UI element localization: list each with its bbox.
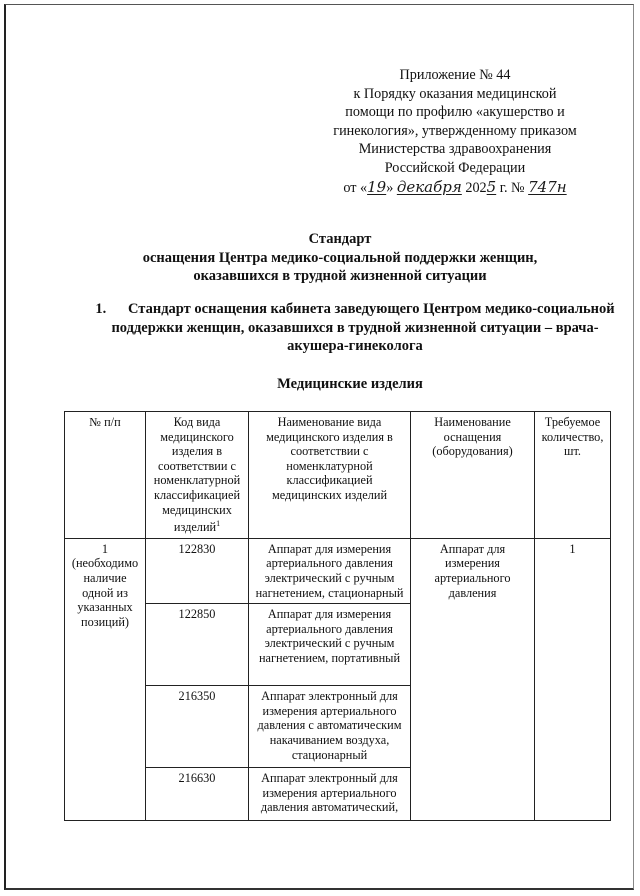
header-type-name: Наименование вида медицинского изделия в соответствии с номенклатурной классификацией медицинских изделий [249,412,411,539]
document-title [60,230,620,286]
footnote-marker: 1 [216,519,221,529]
date-mid: » [386,179,394,196]
annex-line: гинекология», утвержденному приказом [333,122,577,139]
handwritten-month: декабря [396,177,462,196]
header-code: Код вида медицинского изделия в соответствии с номенклатурной классификацией медицинских изделий$^1$ [146,412,249,539]
header-quantity: Требуемое количество, шт. [535,412,611,539]
title-line: Стандарт [308,231,372,247]
year-prefix: 202 [465,179,487,196]
group-number: 1 [101,541,109,556]
group-note: (необходимо наличие одной из указанных позиций) [71,556,139,629]
table-row [65,538,611,603]
handwritten-day: 19 [367,177,387,196]
annex-block [300,66,610,197]
title-line: оснащения Центра медико-социальной поддержки женщин, [142,249,538,266]
subheading: Медицинские изделия [277,376,423,392]
annex-line: Приложение № 44 [399,67,511,83]
header-equipment: Наименование оснащения (оборудования) [411,412,535,539]
annex-line: помощи по профилю «акушерство и [345,104,565,121]
header-number: № п/п [65,412,146,539]
title-line: оказавшихся в трудной жизненной ситуации [193,268,487,284]
annex-line: к Порядку оказания медицинской [353,85,557,102]
annex-line: Российской Федерации [384,159,526,176]
table-header-row [65,412,611,539]
code-cell: 216350 [146,686,249,768]
section-number: 1. [95,301,107,317]
code-cell: 122850 [146,604,249,686]
quantity-cell: 1 [535,538,611,820]
type-name-cell: Аппарат электронный для измерения артериального давления автоматический, [249,768,411,821]
code-cell: 216630 [146,768,249,821]
annex-line: Министерства здравоохранения [358,141,552,158]
code-cell: 122830 [146,538,249,603]
date-prefix: от « [343,179,368,196]
handwritten-year-digit: 5 [486,177,497,196]
group-number-cell [65,538,146,820]
handwritten-order-number: 747н [528,177,567,196]
order-date-line [300,178,610,198]
year-tail: г. № [499,179,525,196]
equipment-cell: Аппарат для измерения артериального давления [411,538,535,820]
section-text: Стандарт оснащения кабинета заведующего Центром медико-социальной поддержки женщин, оказавшихся в трудной жизненной ситуации – врача-акушера-гинеколога [111,301,615,354]
type-name-cell: Аппарат для измерения артериального давления электрический с ручным нагнетением, портативный [249,604,411,686]
equipment-table [64,411,611,821]
section-heading [90,300,620,356]
type-name-cell: Аппарат электронный для измерения артериального давления с автоматическим накачиванием воздуха, стационарный [249,686,411,768]
type-name-cell: Аппарат для измерения артериального давления электрический с ручным нагнетением, стационарный [249,538,411,603]
